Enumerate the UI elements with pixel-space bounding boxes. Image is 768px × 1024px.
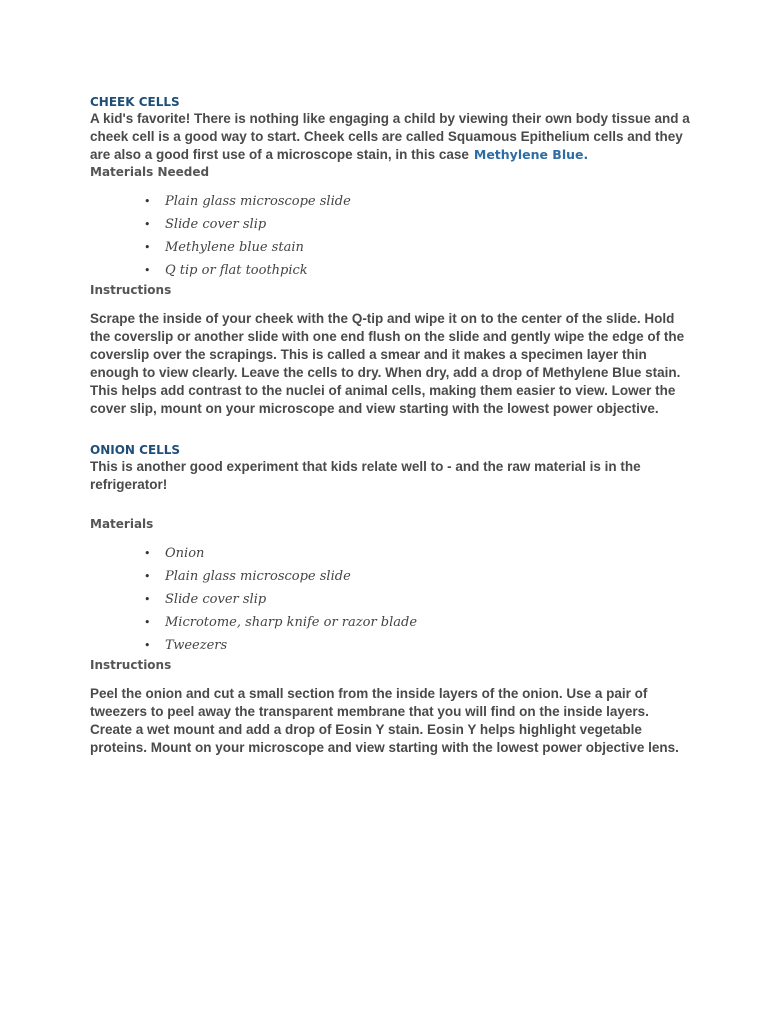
bullet-icon: • [144,264,151,277]
onion-cells-intro: This is another good experiment that kids relate well to - and the raw material is in the refrigerator! [90,459,641,492]
onion-instructions-text: Peel the onion and cut a small section from the inside layers of the onion. Use a pair of tweezers to peel away the transparent membrane that you will find on the inside layers. Create a wet mount and add a drop of Eosin Y stain. Eosin Y helps highlight vegetable proteins. Mount on your microscope and view starting with the lowest power objective lens. [90,686,679,755]
onion-materials-label: Materials [90,517,154,531]
bullet-icon: • [144,593,151,606]
bullet-icon: • [144,547,151,560]
onion-cells-heading: ONION CELLS [90,443,181,457]
list-item: • Slide cover slip [90,588,690,611]
list-item: • Q tip or flat toothpick [90,259,690,282]
onion-materials-list [90,542,690,657]
onion-instructions-label: Instructions [90,658,172,672]
list-item: • Tweezers [90,634,690,657]
cheek-materials-list [90,190,690,282]
list-item: • Slide cover slip [90,213,690,236]
cheek-intro-text: A kid's favorite! There is nothing like engaging a child by viewing their own body tissue and a cheek cell is a good way to start. Cheek cells are called Squamous Epithelium cells and they are also a good first use of a microscope stain, in this case [90,111,690,162]
list-item: • Plain glass microscope slide [90,565,690,588]
methylene-blue-link[interactable]: Methylene Blue. [473,147,589,162]
cheek-cells-intro [90,110,690,164]
bullet-icon: • [144,218,151,231]
list-item: • Microtome, sharp knife or razor blade [90,611,690,634]
cheek-materials-label: Materials Needed [90,165,210,179]
document-page [90,94,690,757]
cheek-cells-heading: CHEEK CELLS [90,95,180,109]
bullet-icon: • [144,195,151,208]
list-item: • Plain glass microscope slide [90,190,690,213]
list-item: • Methylene blue stain [90,236,690,259]
onion-cells-section [90,442,690,757]
bullet-icon: • [144,570,151,583]
bullet-icon: • [144,241,151,254]
bullet-icon: • [144,639,151,652]
list-item: • Onion [90,542,690,565]
bullet-icon: • [144,616,151,629]
cheek-cells-section [90,94,690,418]
cheek-instructions-text: Scrape the inside of your cheek with the Q-tip and wipe it on to the center of the slide. Hold the coverslip or another slide with one end flush on the slide and gently wipe the edge of the coverslip over the scrapings. This is called a smear and it makes a specimen layer thin enough to view clearly. Leave the cells to dry. When dry, add a drop of Methylene Blue stain. This helps add contrast to the nuclei of animal cells, making them easier to view. Lower the cover slip, mount on your microscope and view starting with the lowest power objective. [90,311,685,416]
cheek-instructions-label: Instructions [90,283,172,297]
